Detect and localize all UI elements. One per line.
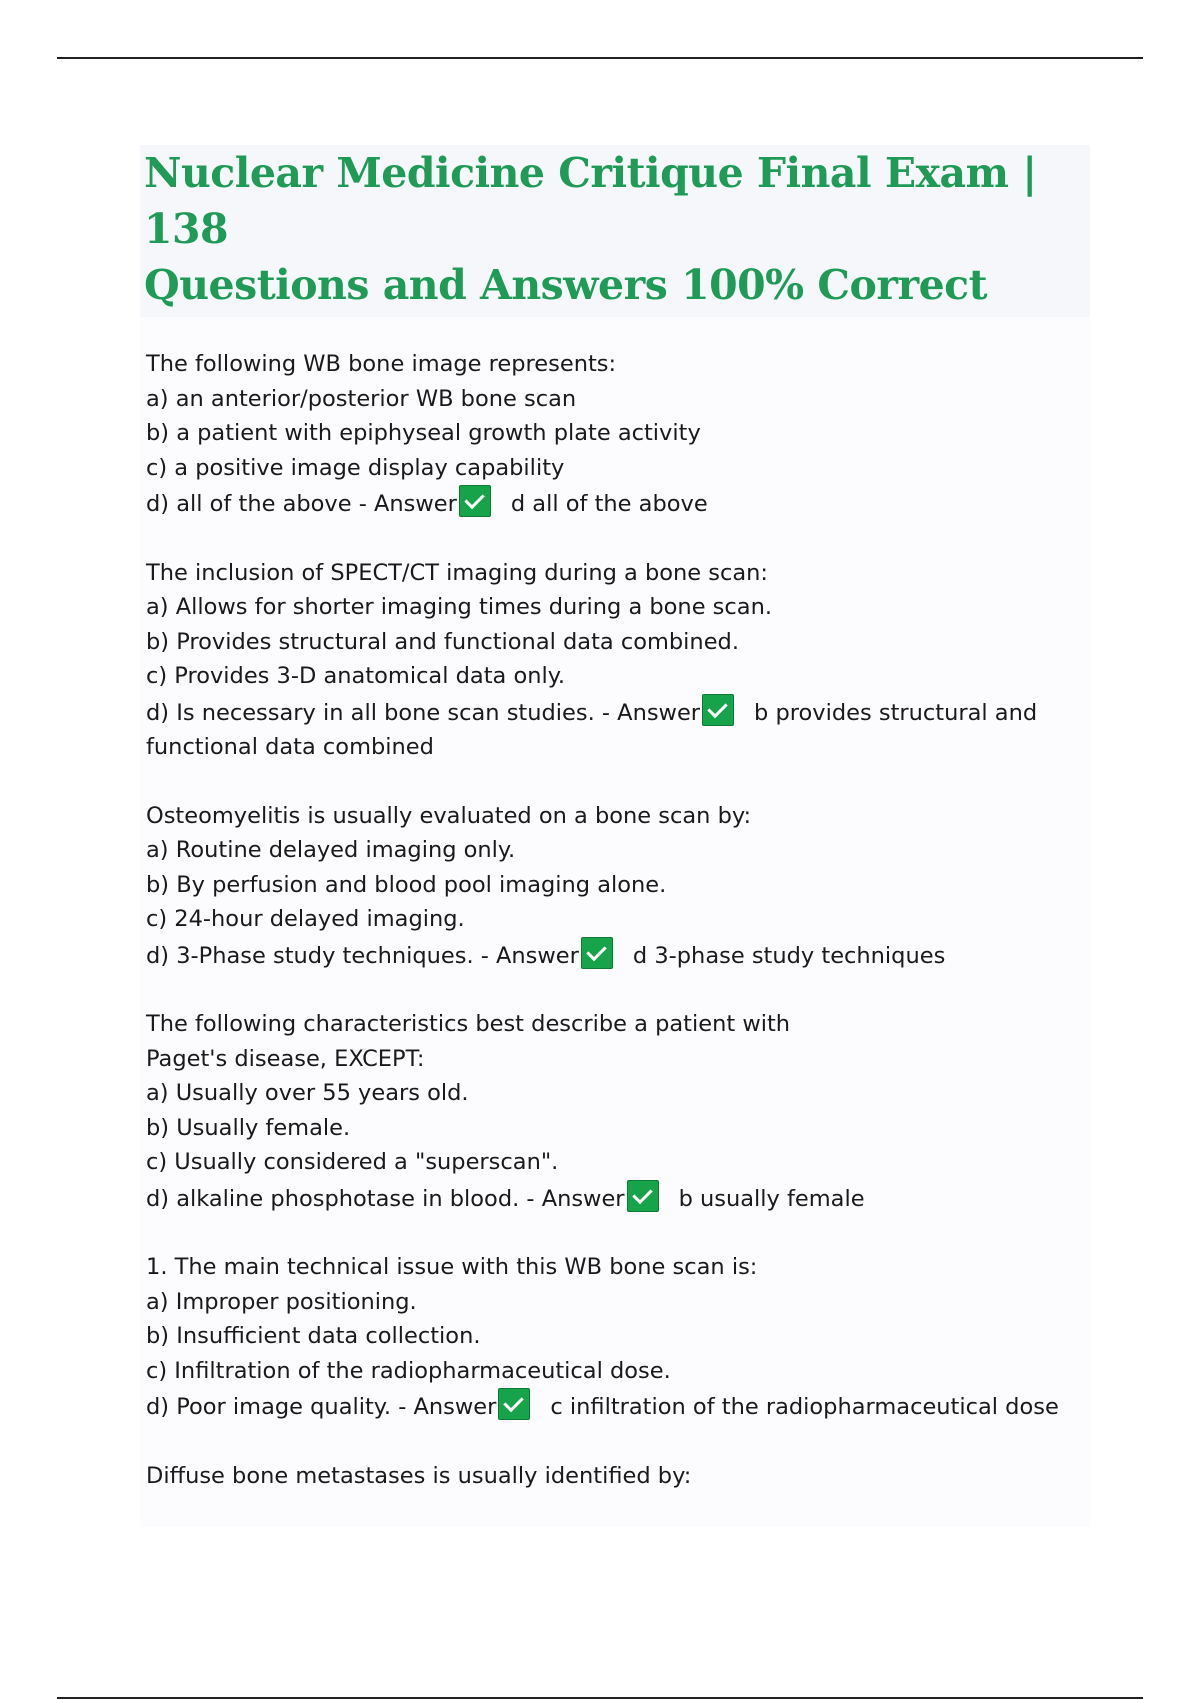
correct-answer-continued: functional data combined [146,734,434,760]
answer-option: d) Poor image quality. - [146,1394,414,1420]
correct-answer: d all of the above [510,491,708,517]
answer-label: Answer [617,699,701,726]
document-title [144,145,1086,313]
question-block [146,799,1090,974]
question-prompt: Diffuse bone metastases is usually identified by: [146,1462,692,1489]
correct-answer: d 3-phase study techniques [632,942,946,969]
question-prompt: Paget's disease, EXCEPT: [146,1045,425,1072]
answer-label: Answer [374,491,457,517]
check-mark-icon [581,937,613,969]
question-prompt: The inclusion of SPECT/CT imaging during a bone scan: [146,559,768,586]
check-mark-icon [459,485,491,517]
answer-option: a) Usually over 55 years old. [146,1080,469,1106]
check-mark-icon [702,694,734,726]
answer-option: a) an anterior/posterior WB bone scan [146,385,577,412]
answer-option: c) 24-hour delayed imaging. [146,906,465,932]
question-block [146,1459,1090,1494]
answer-line [146,694,1090,731]
check-mark-icon [627,1180,659,1212]
question-block [146,347,1090,522]
question-block [146,1007,1090,1216]
question-prompt: Osteomyelitis is usually evaluated on a bone scan by: [146,802,752,829]
question-block [146,556,1090,765]
answer-option: d) alkaline phosphotase in blood. - [146,1185,542,1212]
answer-option: b) Provides structural and functional data combined. [146,628,739,655]
answer-option: c) Provides 3-D anatomical data only. [146,663,565,689]
title-block [140,145,1090,317]
answer-option: d) Is necessary in all bone scan studies. - [146,699,618,726]
answer-option: b) Usually female. [146,1114,351,1141]
answer-option: a) Allows for shorter imaging times during a bone scan. [146,594,772,620]
answer-option: a) Routine delayed imaging only. [146,837,516,863]
answer-option: c) a positive image display capability [146,454,565,481]
answer-option: b) a patient with epiphyseal growth plate activity [146,420,701,446]
page-content [140,145,1090,1527]
question-prompt: The following characteristics best describe a patient with [146,1011,791,1037]
question-prompt: 1. The main technical issue with this WB bone scan is: [146,1254,758,1280]
footer-rule [57,1697,1143,1699]
correct-answer: b usually female [678,1185,865,1212]
qa-list [140,347,1090,1493]
answer-line [146,937,1090,974]
title-line-2: Questions and Answers 100% Correct [144,261,988,309]
answer-option: c) Usually considered a "superscan". [146,1149,559,1175]
answer-label: Answer [496,942,579,969]
answer-label: Answer [413,1394,497,1420]
check-mark-icon [498,1388,530,1420]
answer-option: b) By perfusion and blood pool imaging alone. [146,871,667,898]
question-block [146,1250,1090,1425]
correct-answer: b provides structural and [754,699,1038,726]
answer-line [146,485,1090,522]
answer-option: c) Infiltration of the radiopharmaceutical dose. [146,1357,671,1384]
question-prompt: The following WB bone image represents: [146,351,617,377]
answer-option: d) 3-Phase study techniques. - [146,942,497,969]
answer-option: b) Insufficient data collection. [146,1323,481,1349]
header-rule [57,57,1143,59]
correct-answer: c infiltration of the radiopharmaceutical dose [550,1394,1059,1420]
answer-label: Answer [541,1185,625,1212]
answer-line [146,1388,1090,1425]
title-line-1: Nuclear Medicine Critique Final Exam | 138 [144,149,1037,253]
answer-option: a) Improper positioning. [146,1288,417,1315]
answer-option: d) all of the above - [146,491,374,517]
answer-line [146,1180,1090,1217]
